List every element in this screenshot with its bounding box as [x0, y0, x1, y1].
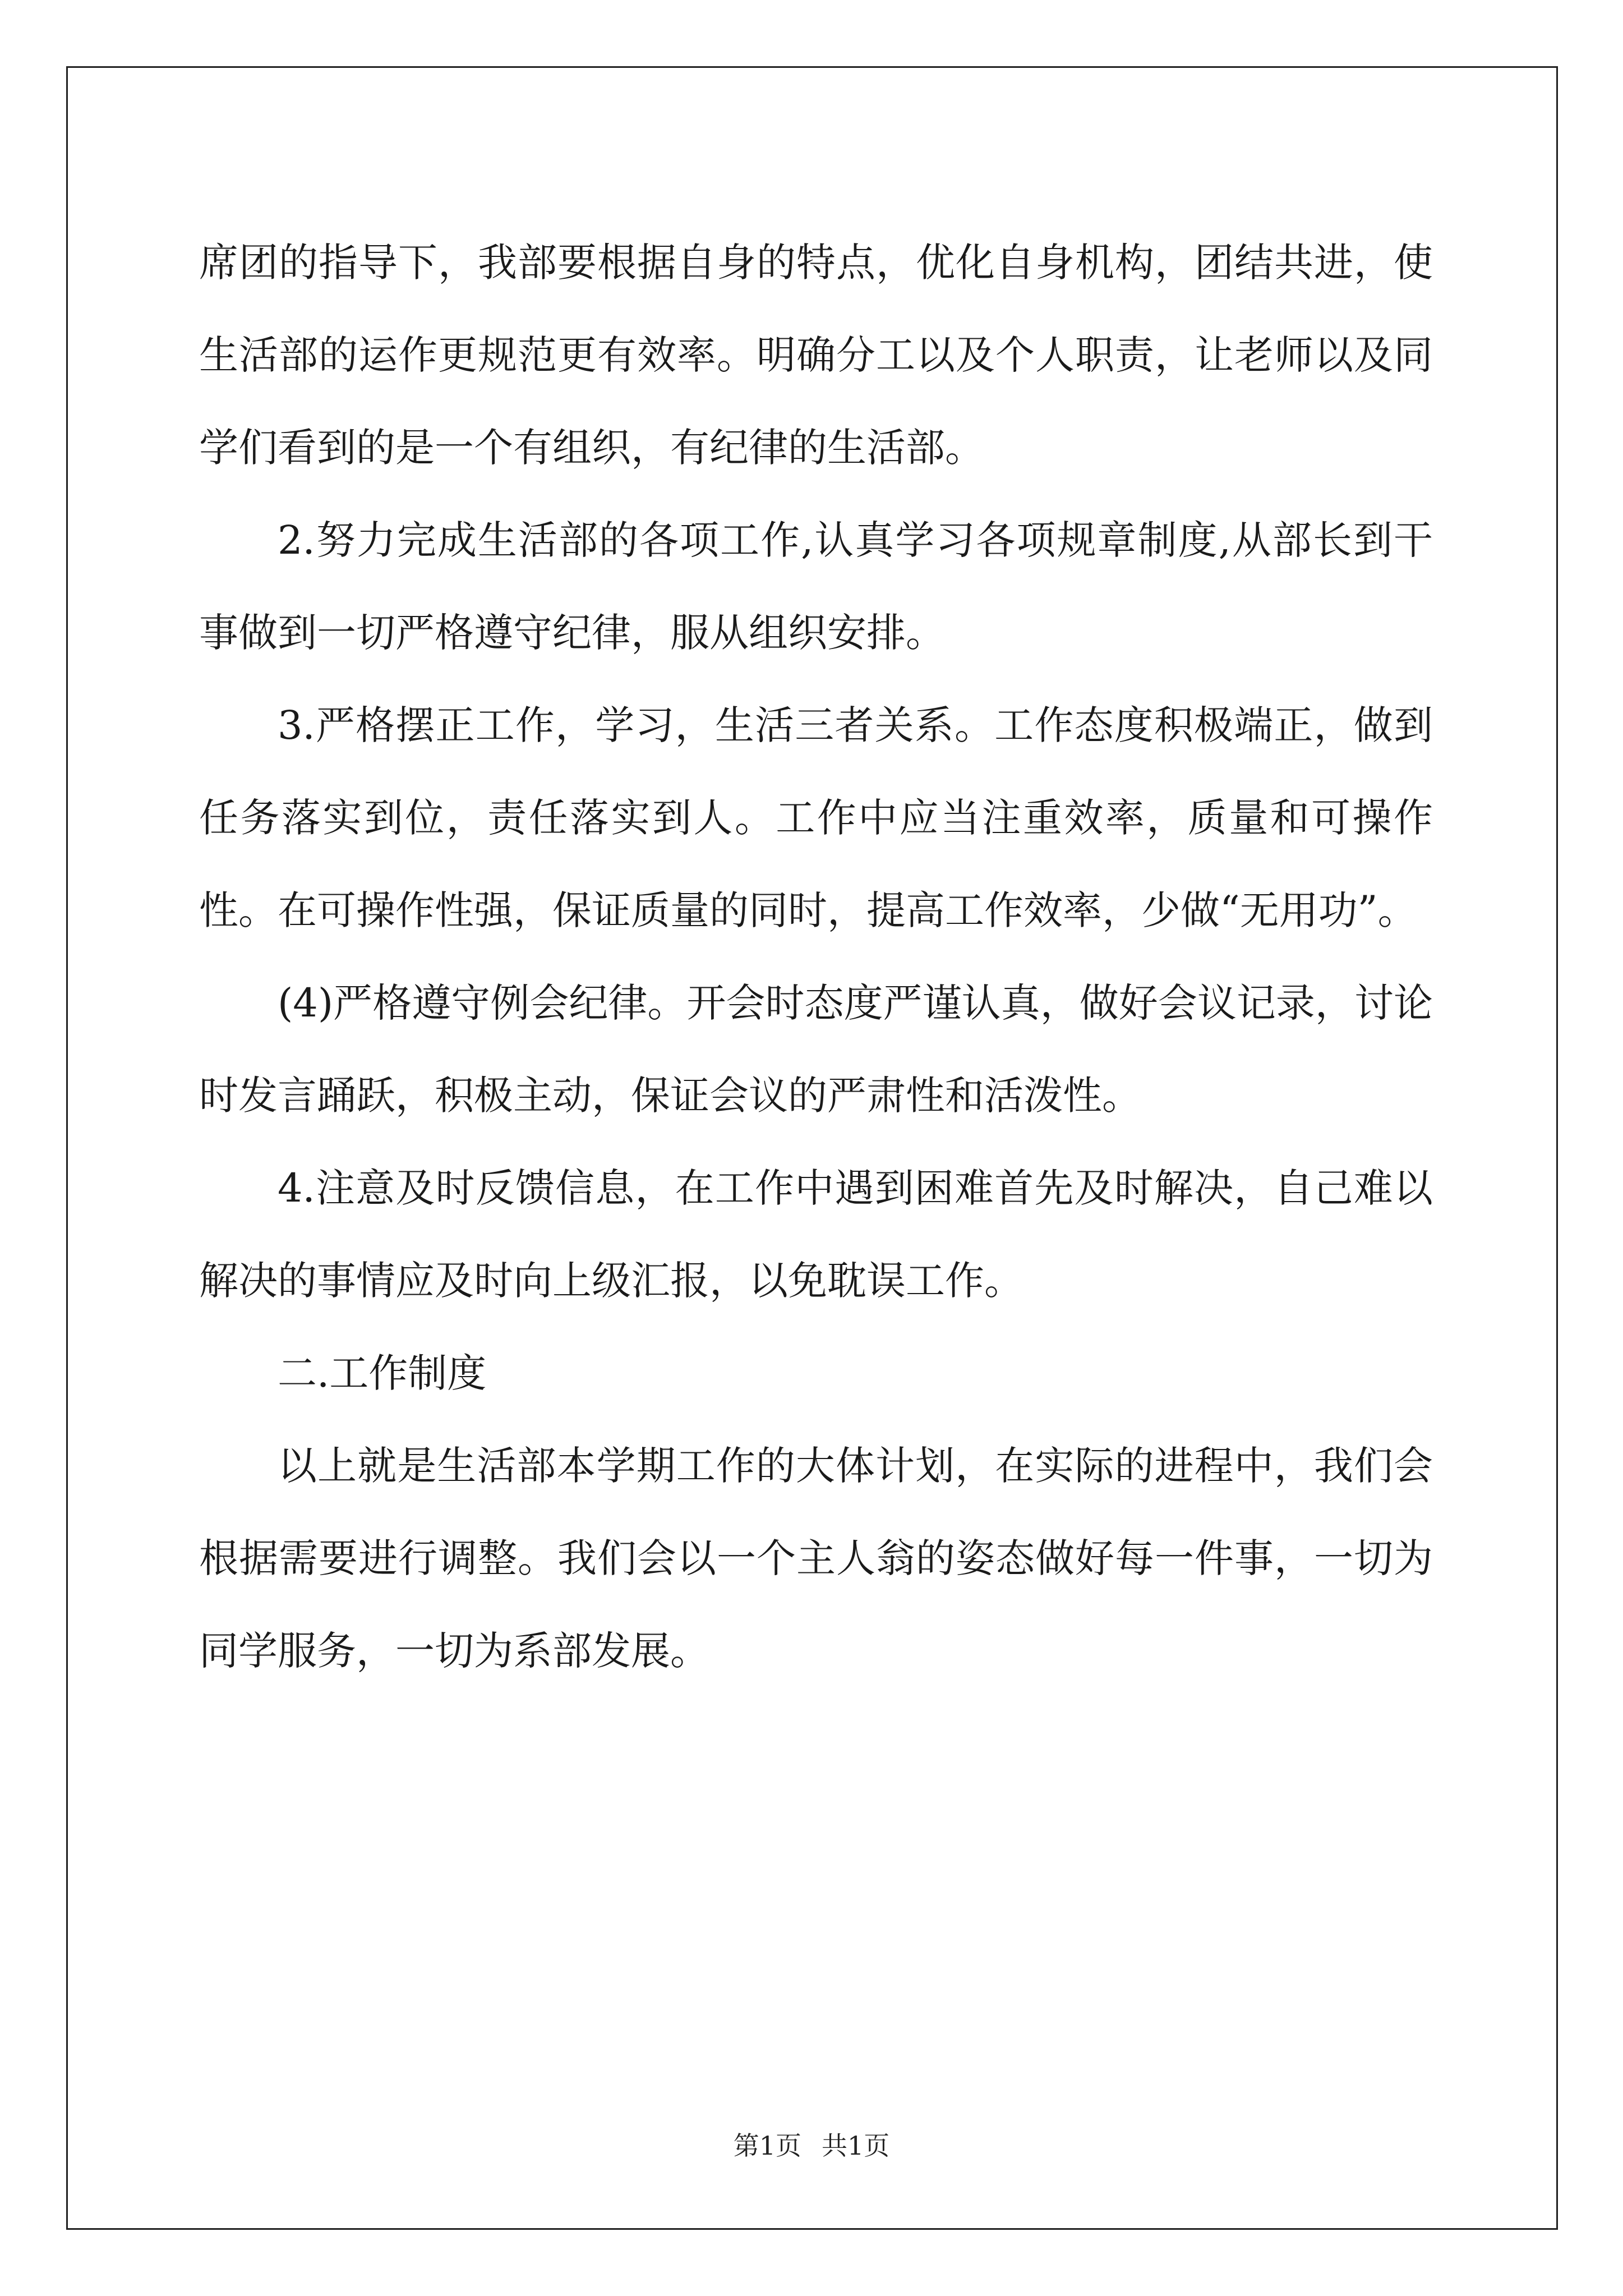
paragraph-item-2: 2.努力完成生活部的各项工作,认真学习各项规章制度,从部长到干事做到一切严格遵守纪律，服从组织安排。 — [199, 517, 1433, 656]
page-total: 共1页 — [822, 2131, 890, 2161]
paragraph-item-4: 4.注意及时反馈信息，在工作中遇到困难首先及时解决，自己难以解决的事情应及时向上级汇报，以免耽误工作。 — [199, 1165, 1433, 1304]
paragraph-item-3: 3.严格摆正工作，学习，生活三者关系。工作态度积极端正，做到任务落实到位，责任落实到人。工作中应当注重效率，质量和可操作性。在可操作性强，保证质量的同时，提高工作效率，少做“无用功”。 — [199, 702, 1433, 933]
document-body — [199, 217, 1433, 1697]
section-heading: 二.工作制度 — [278, 1350, 487, 1396]
paragraph-conclusion: 以上就是生活部本学期工作的大体计划，在实际的进程中，我们会根据需要进行调整。我们会以一个主人翁的姿态做好每一件事，一切为同学服务，一切为系部发展。 — [199, 1443, 1433, 1674]
paragraph-continuation: 席团的指导下，我部要根据自身的特点，优化自身机构，团结共进，使生活部的运作更规范更有效率。明确分工以及个人职责，让老师以及同学们看到的是一个有组织，有纪律的生活部。 — [199, 240, 1433, 471]
page-number: 第1页 — [733, 2131, 801, 2161]
paragraph-item-4-paren: (4)严格遵守例会纪律。开会时态度严谨认真，做好会议记录，讨论时发言踊跃，积极主动，保证会议的严肃性和活泼性。 — [199, 980, 1433, 1119]
page-footer — [0, 2129, 1623, 2162]
